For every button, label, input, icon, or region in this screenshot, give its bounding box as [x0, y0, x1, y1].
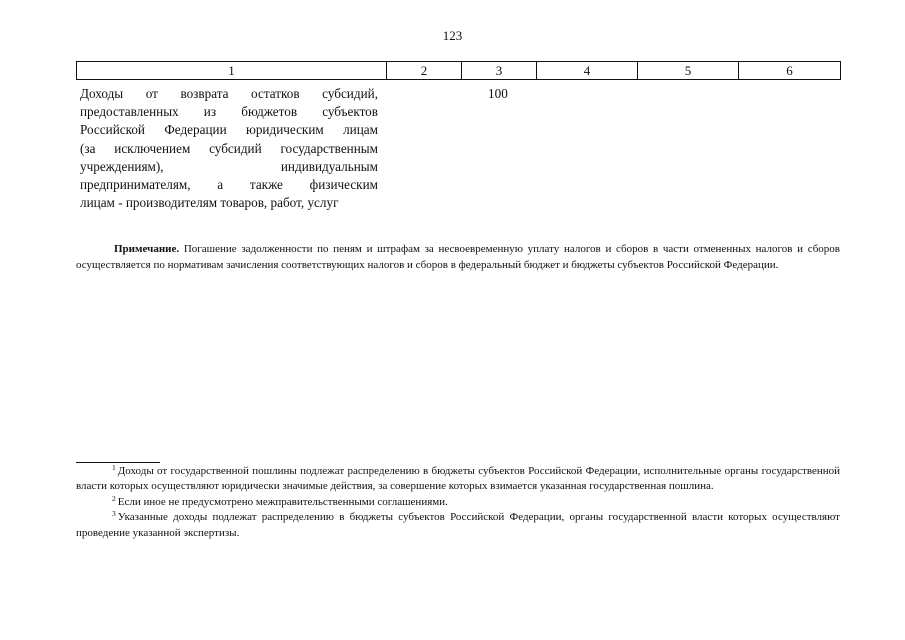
description-line: предпринимателям, а также физическим — [80, 177, 378, 193]
note-paragraph — [76, 241, 840, 273]
footnote-3 — [76, 510, 840, 541]
column-header-4: 4 — [537, 62, 638, 80]
table-row-col3-value: 100 — [488, 86, 508, 101]
description-line: лицам - производителям товаров, работ, услуг — [80, 195, 339, 211]
footnote-marker: 3 — [112, 509, 116, 519]
note-text: Погашение задолженности по пеням и штрафам за несвоевременную уплату налогов и сборов в части отмененных налогов и сборов осуществляется по нормативам зачисления соответствующих налогов и сборов в федеральный бюджет и бюджеты субъектов Российской Федерации. — [76, 243, 841, 272]
footnote-separator — [76, 462, 160, 463]
note-label: Примечание. — [114, 243, 180, 255]
column-header-1: 1 — [77, 62, 387, 80]
column-header-table — [76, 61, 841, 80]
footnote-text: Доходы от государственной пошлины подлежат распределению в бюджеты субъектов Российской Федерации, исполнительные органы государственной власти которых осуществляют юридически значимые действия, за совершение которых взимается указанная государственная пошлина. — [76, 465, 840, 493]
description-line: Доходы от возврата остатков субсидий, — [80, 86, 378, 101]
page-number: 123 — [442, 28, 463, 43]
column-header-5: 5 — [638, 62, 739, 80]
table-row-description — [80, 85, 378, 212]
column-number-row — [77, 62, 841, 80]
footnote-1 — [76, 464, 840, 495]
description-line: Российской Федерации юридическим лицам — [80, 122, 378, 138]
column-header-3: 3 — [462, 62, 537, 80]
footnote-text: Указанные доходы подлежат распределению в бюджеты субъектов Российской Федерации, органы государственной власти которых осуществляют проведение указанной экспертизы. — [76, 511, 840, 539]
footnote-marker: 2 — [112, 493, 116, 503]
description-line: предоставленных из бюджетов субъектов — [80, 104, 378, 120]
footnote-marker: 1 — [112, 463, 116, 472]
footnote-text: Если иное не предусмотрено межправительственными соглашениями. — [117, 495, 448, 508]
description-line: (за исключением субсидий государственным — [80, 140, 378, 156]
footnotes — [76, 464, 840, 541]
column-header-2: 2 — [387, 62, 462, 80]
description-line: учреждениям), индивидуальным — [80, 158, 378, 174]
column-header-6: 6 — [739, 62, 841, 80]
footnote-2 — [76, 495, 840, 510]
